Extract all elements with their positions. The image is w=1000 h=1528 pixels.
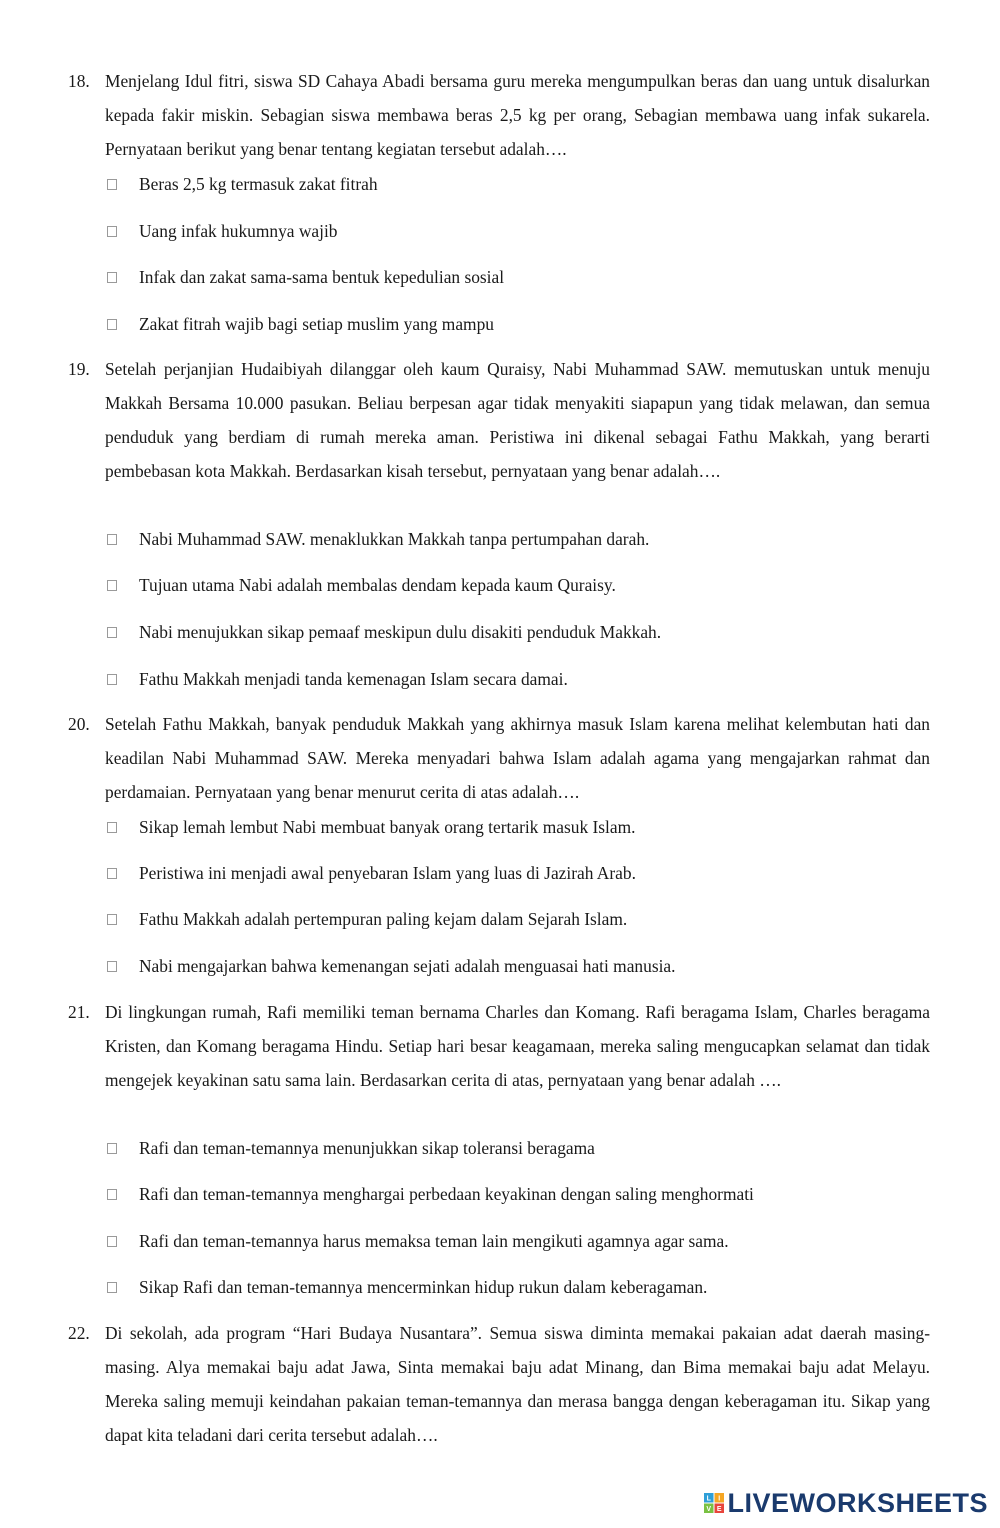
option-label: Uang infak hukumnya wajib	[139, 220, 338, 241]
logo-letter-v: V	[706, 1506, 712, 1513]
question-stem: Menjelang Idul fitri, siswa SD Cahaya Abadi bersama guru mereka mengumpulkan beras dan uang untuk disalurkan kepada fakir miskin. Sebagian siswa membawa beras 2,5 kg per orang, Sebagian membawa uang infak sukarela. Pernyataan berikut yang benar tentang kegiatan tersebut adalah….	[105, 71, 930, 159]
checkbox[interactable]	[107, 961, 117, 972]
checkbox[interactable]	[107, 674, 117, 685]
option-q18-d[interactable]	[105, 310, 494, 338]
option-label: Zakat fitrah wajib bagi setiap muslim yang mampu	[139, 313, 494, 334]
option-q19-a[interactable]	[105, 525, 649, 553]
option-label: Tujuan utama Nabi adalah membalas dendam kepada kaum Quraisy.	[139, 574, 616, 595]
option-q20-c[interactable]	[105, 905, 627, 933]
option-label: Nabi menujukkan sikap pemaaf meskipun dulu disakiti penduduk Makkah.	[139, 621, 662, 642]
question-stem: Di sekolah, ada program “Hari Budaya Nusantara”. Semua siswa diminta memakai pakaian adat daerah masing-masing. Alya memakai baju adat Jawa, Sinta memakai baju adat Minang, dan Bima memakai baju adat Melayu. Mereka saling memuji keindahan pakaian teman-temannya dan merasa bangga dengan keberagaman itu. Sikap yang dapat kita teladani dari cerita tersebut adalah….	[105, 1323, 930, 1445]
option-q18-b[interactable]	[105, 217, 338, 245]
question-stem: Setelah Fathu Makkah, banyak penduduk Makkah yang akhirnya masuk Islam karena melihat kelembutan hati dan keadilan Nabi Muhammad SAW. Mereka menyadari bahwa Islam adalah agama yang mengajarkan rahmat dan perdamaian. Pernyataan yang benar menurut cerita di atas adalah….	[105, 714, 930, 802]
checkbox[interactable]	[107, 822, 117, 833]
question-number: 21.	[68, 1002, 90, 1022]
question-number: 20.	[68, 714, 90, 734]
option-label: Beras 2,5 kg termasuk zakat fitrah	[139, 173, 378, 194]
question-19	[68, 352, 930, 488]
option-q21-a[interactable]	[105, 1134, 595, 1162]
question-18	[68, 64, 930, 166]
question-number: 18.	[68, 71, 90, 91]
liveworksheets-logo-icon	[704, 1493, 724, 1513]
option-label: Nabi mengajarkan bahwa kemenangan sejati adalah menguasai hati manusia.	[139, 955, 676, 976]
checkbox[interactable]	[107, 1282, 117, 1293]
checkbox[interactable]	[107, 226, 117, 237]
logo-letter-l: L	[707, 1495, 712, 1503]
logo-letter-e: E	[717, 1506, 723, 1513]
option-label: Sikap lemah lembut Nabi membuat banyak orang tertarik masuk Islam.	[139, 816, 636, 837]
checkbox[interactable]	[107, 868, 117, 879]
option-label: Fathu Makkah adalah pertempuran paling kejam dalam Sejarah Islam.	[139, 908, 628, 929]
option-label: Nabi Muhammad SAW. menaklukkan Makkah tanpa pertumpahan darah.	[139, 528, 650, 549]
option-q18-a[interactable]	[105, 170, 378, 198]
option-q21-c[interactable]	[105, 1227, 729, 1255]
question-stem: Setelah perjanjian Hudaibiyah dilanggar oleh kaum Quraisy, Nabi Muhammad SAW. memutuskan untuk menuju Makkah Bersama 10.000 pasukan. Beliau berpesan agar tidak menyakiti siapapun yang tidak melawan, dan semua penduduk yang berdiam di rumah mereka aman. Peristiwa ini dikenal sebagai Fathu Makkah, yang berarti pembebasan kota Makkah. Berdasarkan kisah tersebut, pernyataan yang benar adalah….	[105, 359, 930, 481]
question-22	[68, 1316, 930, 1452]
question-number: 19.	[68, 359, 90, 379]
option-q21-d[interactable]	[105, 1273, 707, 1301]
option-label: Rafi dan teman-temannya menghargai perbedaan keyakinan dengan saling menghormati	[139, 1183, 754, 1204]
checkbox[interactable]	[107, 1143, 117, 1154]
checkbox[interactable]	[107, 179, 117, 190]
liveworksheets-logo	[704, 1486, 988, 1520]
checkbox[interactable]	[107, 580, 117, 591]
checkbox[interactable]	[107, 272, 117, 283]
option-label: Sikap Rafi dan teman-temannya mencerminkan hidup rukun dalam keberagaman.	[139, 1276, 708, 1297]
checkbox[interactable]	[107, 319, 117, 330]
question-stem: Di lingkungan rumah, Rafi memiliki teman bernama Charles dan Komang. Rafi beragama Islam, Charles beragama Kristen, dan Komang beragama Hindu. Setiap hari besar keagamaan, mereka saling mengucapkan selamat dan tidak mengejek keyakinan satu sama lain. Berdasarkan cerita di atas, pernyataan yang benar adalah ….	[105, 1002, 930, 1090]
checkbox[interactable]	[107, 1189, 117, 1200]
option-q20-b[interactable]	[105, 859, 636, 887]
checkbox[interactable]	[107, 1236, 117, 1247]
checkbox[interactable]	[107, 914, 117, 925]
logo-letter-i: I	[718, 1495, 721, 1503]
option-q18-c[interactable]	[105, 263, 504, 291]
option-label: Infak dan zakat sama-sama bentuk kepedulian sosial	[139, 266, 505, 287]
option-q19-d[interactable]	[105, 665, 568, 693]
checkbox[interactable]	[107, 627, 117, 638]
option-q19-c[interactable]	[105, 618, 661, 646]
option-q20-d[interactable]	[105, 952, 676, 980]
logo-text: LIVEWORKSHEETS	[727, 1487, 988, 1518]
option-q21-b[interactable]	[105, 1180, 754, 1208]
checkbox[interactable]	[107, 534, 117, 545]
option-label: Fathu Makkah menjadi tanda kemenagan Islam secara damai.	[139, 668, 568, 689]
question-20	[68, 707, 930, 809]
option-q20-a[interactable]	[105, 813, 635, 841]
question-21	[68, 995, 930, 1097]
question-number: 22.	[68, 1323, 90, 1343]
option-label: Rafi dan teman-temannya menunjukkan sikap toleransi beragama	[139, 1137, 595, 1158]
option-q19-b[interactable]	[105, 571, 616, 599]
option-label: Rafi dan teman-temannya harus memaksa teman lain mengikuti agamnya agar sama.	[139, 1230, 729, 1251]
option-label: Peristiwa ini menjadi awal penyebaran Islam yang luas di Jazirah Arab.	[139, 862, 636, 883]
